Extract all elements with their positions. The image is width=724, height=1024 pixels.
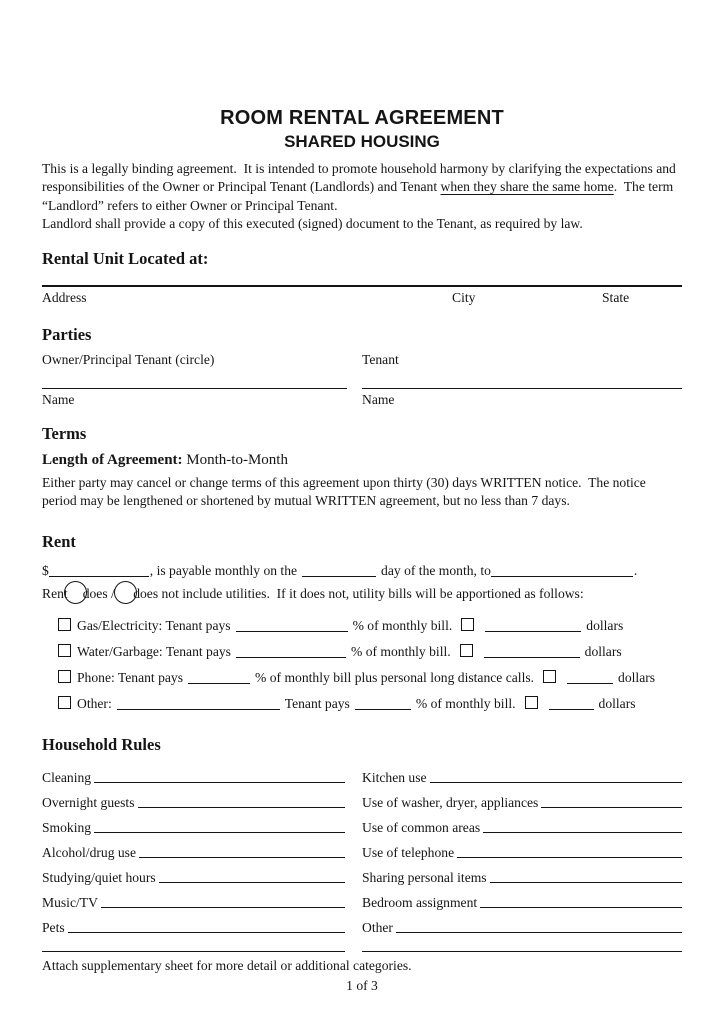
other-checkbox[interactable] (58, 696, 71, 709)
other-dollars-checkbox[interactable] (525, 696, 538, 709)
utility-row-other (58, 691, 682, 717)
rule-row-pets (42, 912, 345, 937)
rule-label: Overnight guests (42, 795, 135, 811)
rent-payable-text: , is payable monthly on the (149, 563, 298, 579)
page-content (42, 0, 682, 994)
rule-row-bedroom-assignment (362, 887, 682, 912)
intro-text-2: . The term “Landlord” refers to either Owner or Principal Tenant. (42, 179, 677, 213)
other-dollars-text: dollars (598, 696, 636, 712)
dollar-sign: $ (42, 563, 49, 579)
studying-quiet-hours-fill-line[interactable] (159, 882, 345, 883)
rule-label: Use of telephone (362, 845, 455, 861)
rule-label: Kitchen use (362, 770, 427, 786)
gas-dollars-text: dollars (586, 618, 624, 634)
state-label: State (602, 289, 630, 305)
rule-row-studying-quiet-hours (42, 862, 345, 887)
rule-label: Use of common areas (362, 820, 481, 836)
rule-row-music-tv (42, 887, 345, 912)
phone-dollars-blank[interactable] (567, 670, 613, 684)
rule-row-sharing-personal-items (362, 862, 682, 887)
rule-label: Bedroom assignment (362, 895, 478, 911)
intro-text-1: This is a legally binding agreement. It is intended to promote household harmony by clarifying the expectations and responsibilities of the Owner or Principal Tenant (Landlords) and Tenant (42, 161, 680, 195)
rule-row-telephone (362, 837, 682, 862)
length-of-agreement-label: Length of Agreement: (42, 451, 183, 468)
gas-percent-blank[interactable] (236, 618, 348, 632)
water-percent-text: % of monthly bill. (350, 644, 451, 660)
pets-fill-line[interactable] (68, 932, 345, 933)
gas-percent-text: % of monthly bill. (352, 618, 453, 634)
section-heading-rent: Rent (42, 532, 76, 552)
attach-note: Attach supplementary sheet for more detail or additional categories. (42, 958, 412, 974)
bedroom-assignment-fill-line[interactable] (480, 907, 682, 908)
name-labels-row (42, 392, 682, 410)
utility-row-gas (58, 613, 682, 639)
terms-notice-paragraph: Either party may cancel or change terms of this agreement upon thirty (30) days WRITTEN notice. The notice period may be lengthened or shortened by mutual WRITTEN agreement, but no less than 7 days. (42, 474, 650, 509)
kitchen-use-fill-line[interactable] (430, 782, 682, 783)
rent-amount-blank[interactable] (49, 563, 149, 577)
smoking-fill-line[interactable] (94, 832, 345, 833)
section-heading-terms: Terms (42, 423, 87, 443)
rule-label: Pets (42, 920, 65, 936)
owner-name-label: Name (42, 391, 75, 407)
rule-row-cleaning (42, 762, 345, 787)
rule-label: Cleaning (42, 770, 92, 786)
rule-row-alcohol-drug-use (42, 837, 345, 862)
rent-day-text: day of the month, to (381, 563, 491, 579)
gas-label: Gas/Electricity: Tenant pays (77, 618, 231, 634)
parties-labels-row (42, 352, 682, 370)
water-percent-blank[interactable] (236, 644, 346, 658)
rent-day-blank[interactable] (302, 563, 376, 577)
address-label: Address (42, 289, 87, 305)
owner-name-fill-line[interactable] (42, 388, 347, 389)
rent-utilities-line (42, 581, 682, 604)
tenant-label: Tenant (362, 351, 399, 367)
section-heading-rental-unit: Rental Unit Located at: (42, 248, 209, 268)
household-rules-right-column (362, 762, 682, 956)
rule-row-overnight-guests (42, 787, 345, 812)
household-rules-grid (42, 762, 682, 956)
extra-left-fill-line[interactable] (42, 951, 345, 952)
water-dollars-text: dollars (584, 644, 622, 660)
rule-label: Sharing personal items (362, 870, 487, 886)
address-labels-row (42, 290, 682, 308)
phone-dollars-text: dollars (618, 670, 656, 686)
phone-label: Phone: Tenant pays (77, 670, 184, 686)
rule-label: Other (362, 920, 393, 936)
other-rule-fill-line[interactable] (396, 932, 682, 933)
overnight-guests-fill-line[interactable] (138, 807, 345, 808)
document-title: ROOM RENTAL AGREEMENT (220, 107, 504, 129)
intro-legal-line: Landlord shall provide a copy of this executed (signed) document to the Tenant, as required by law. (42, 216, 583, 232)
phone-percent-text: % of monthly bill plus personal long distance calls. (255, 670, 535, 686)
music-tv-fill-line[interactable] (101, 907, 345, 908)
gas-dollars-checkbox[interactable] (461, 618, 474, 631)
water-dollars-checkbox[interactable] (460, 644, 473, 657)
other-dollars-blank[interactable] (549, 696, 594, 710)
section-heading-household-rules: Household Rules (42, 735, 161, 755)
does-not-text: does not include utilities. If it does not, utility bills will be apportioned as follows: (133, 586, 584, 602)
sharing-personal-items-fill-line[interactable] (490, 882, 682, 883)
water-checkbox[interactable] (58, 644, 71, 657)
common-areas-fill-line[interactable] (483, 832, 682, 833)
alcohol-drug-use-fill-line[interactable] (139, 857, 345, 858)
rule-label: Alcohol/drug use (42, 845, 137, 861)
owner-principal-tenant-label: Owner/Principal Tenant (circle) (42, 351, 215, 367)
rule-row-common-areas (362, 812, 682, 837)
city-label: City (452, 289, 476, 305)
rule-row-washer-dryer-appliances (362, 787, 682, 812)
tenant-name-fill-line[interactable] (362, 388, 682, 389)
rent-amount-line (42, 562, 682, 580)
gas-checkbox[interactable] (58, 618, 71, 631)
rule-row-other-rule (362, 912, 682, 937)
length-of-agreement-line (42, 451, 682, 470)
rule-label: Studying/quiet hours (42, 870, 156, 886)
does-text: does / (82, 586, 119, 602)
rule-row-extra-right (362, 937, 682, 956)
cleaning-fill-line[interactable] (94, 782, 345, 783)
other-label: Other: (77, 696, 112, 712)
rule-row-kitchen-use (362, 762, 682, 787)
rule-row-extra-left (42, 937, 345, 956)
phone-dollars-checkbox[interactable] (543, 670, 556, 683)
other-description-blank[interactable] (117, 696, 280, 710)
rent-utilities-pre: Rent (42, 586, 68, 602)
rule-row-smoking (42, 812, 345, 837)
washer-dryer-appliances-fill-line[interactable] (541, 807, 682, 808)
gas-dollars-blank[interactable] (485, 618, 581, 632)
rule-label: Smoking (42, 820, 92, 836)
phone-checkbox[interactable] (58, 670, 71, 683)
intro-underlined-text: when they share the same home (440, 179, 614, 195)
other-percent-text: % of monthly bill. (415, 696, 516, 712)
document-subtitle: SHARED HOUSING (284, 132, 440, 151)
other-tenant-pays-text: Tenant pays (284, 696, 350, 712)
utility-row-water (58, 639, 682, 665)
intro-paragraph (42, 160, 682, 215)
water-label: Water/Garbage: Tenant pays (77, 644, 231, 660)
rule-label: Music/TV (42, 895, 98, 911)
household-rules-left-column (42, 762, 345, 956)
address-fill-line[interactable] (42, 285, 682, 287)
page-number: 1 of 3 (346, 978, 378, 994)
rent-payee-blank[interactable] (491, 563, 633, 577)
tenant-name-label: Name (362, 391, 395, 407)
water-dollars-blank[interactable] (484, 644, 580, 658)
other-percent-blank[interactable] (355, 696, 411, 710)
telephone-fill-line[interactable] (457, 857, 682, 858)
extra-right-fill-line[interactable] (362, 951, 682, 952)
rule-label: Use of washer, dryer, appliances (362, 795, 539, 811)
rent-period: . (633, 563, 638, 579)
section-heading-parties: Parties (42, 324, 92, 344)
utility-row-phone (58, 665, 682, 691)
length-of-agreement-value: Month-to-Month (186, 451, 288, 468)
phone-percent-blank[interactable] (188, 670, 250, 684)
parties-signature-lines (42, 388, 682, 390)
